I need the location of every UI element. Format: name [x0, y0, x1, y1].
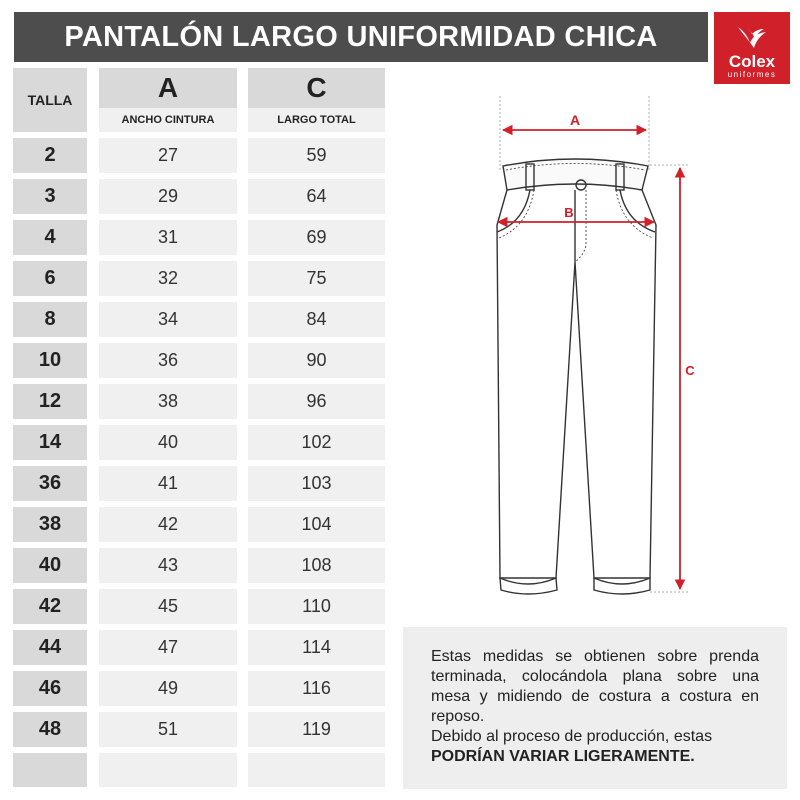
col-a-letter: A — [157, 72, 179, 103]
col-a-label: ANCHO CINTURA — [99, 108, 237, 132]
row-c-cell: 114 — [248, 630, 385, 665]
logo-subtitle: uniformes — [727, 70, 777, 79]
col-c-letter: C — [306, 72, 327, 103]
row-a-cell: 29 — [99, 179, 237, 214]
row-talla-cell: 12 — [13, 384, 87, 419]
row-c-cell: 119 — [248, 712, 385, 747]
row-c-cell: 84 — [248, 302, 385, 337]
logo-name: Colex — [728, 52, 776, 71]
measure-arrows — [498, 130, 680, 589]
row-c-cell: 116 — [248, 671, 385, 706]
row-c-cell: 108 — [248, 548, 385, 583]
label-b: B — [564, 205, 574, 220]
row-talla-cell: 8 — [13, 302, 87, 337]
label-a: A — [569, 112, 581, 128]
row-a-cell: 36 — [99, 343, 237, 378]
label-c: C — [685, 363, 695, 378]
row-c-cell: 110 — [248, 589, 385, 624]
row-a-cell: 43 — [99, 548, 237, 583]
col-c-label: LARGO TOTAL — [248, 108, 385, 132]
row-talla-cell: 38 — [13, 507, 87, 542]
row-a-cell: 41 — [99, 466, 237, 501]
row-talla-cell: 10 — [13, 343, 87, 378]
row-a-cell: 32 — [99, 261, 237, 296]
row-talla-cell: 4 — [13, 220, 87, 255]
row-a-cell: 47 — [99, 630, 237, 665]
note-text-2: Debido al proceso de producción, estas — [431, 728, 713, 745]
row-c-cell: 69 — [248, 220, 385, 255]
page-title: PANTALÓN LARGO UNIFORMIDAD CHICA — [14, 12, 708, 62]
measurement-note — [403, 627, 787, 789]
row-c-cell: 59 — [248, 138, 385, 173]
row-c-cell: 102 — [248, 425, 385, 460]
row-talla-cell: 48 — [13, 712, 87, 747]
row-c-cell: 64 — [248, 179, 385, 214]
row-talla-cell: 40 — [13, 548, 87, 583]
row-talla-cell: 14 — [13, 425, 87, 460]
row-a-cell: 51 — [99, 712, 237, 747]
row-talla-cell: 3 — [13, 179, 87, 214]
row-talla-cell: 42 — [13, 589, 87, 624]
row-a-cell: 34 — [99, 302, 237, 337]
row-c-cell: 104 — [248, 507, 385, 542]
row-talla-cell: 44 — [13, 630, 87, 665]
row-a-cell: 49 — [99, 671, 237, 706]
row-c-cell: 103 — [248, 466, 385, 501]
row-a-cell: 45 — [99, 589, 237, 624]
row-a-cell: 31 — [99, 220, 237, 255]
talla-header: TALLA — [13, 68, 87, 132]
row-talla-cell: 2 — [13, 138, 87, 173]
note-warning: PODRÍAN VARIAR LIGERAMENTE. — [431, 748, 695, 765]
row-a-cell: 42 — [99, 507, 237, 542]
row-c-cell: 96 — [248, 384, 385, 419]
row-talla-cell: 6 — [13, 261, 87, 296]
pants-outline — [497, 159, 656, 594]
row-c-cell: 75 — [248, 261, 385, 296]
row-c-cell: 90 — [248, 343, 385, 378]
row-a-cell: 27 — [99, 138, 237, 173]
row-talla-cell: 36 — [13, 466, 87, 501]
row-a-cell: 38 — [99, 384, 237, 419]
note-text-1: Estas medidas se obtienen sobre prenda terminada, colocándola plana sobre una mesa y midiendo de costura a costura en reposo. — [431, 648, 759, 725]
row-talla-cell: 46 — [13, 671, 87, 706]
row-a-cell: 40 — [99, 425, 237, 460]
